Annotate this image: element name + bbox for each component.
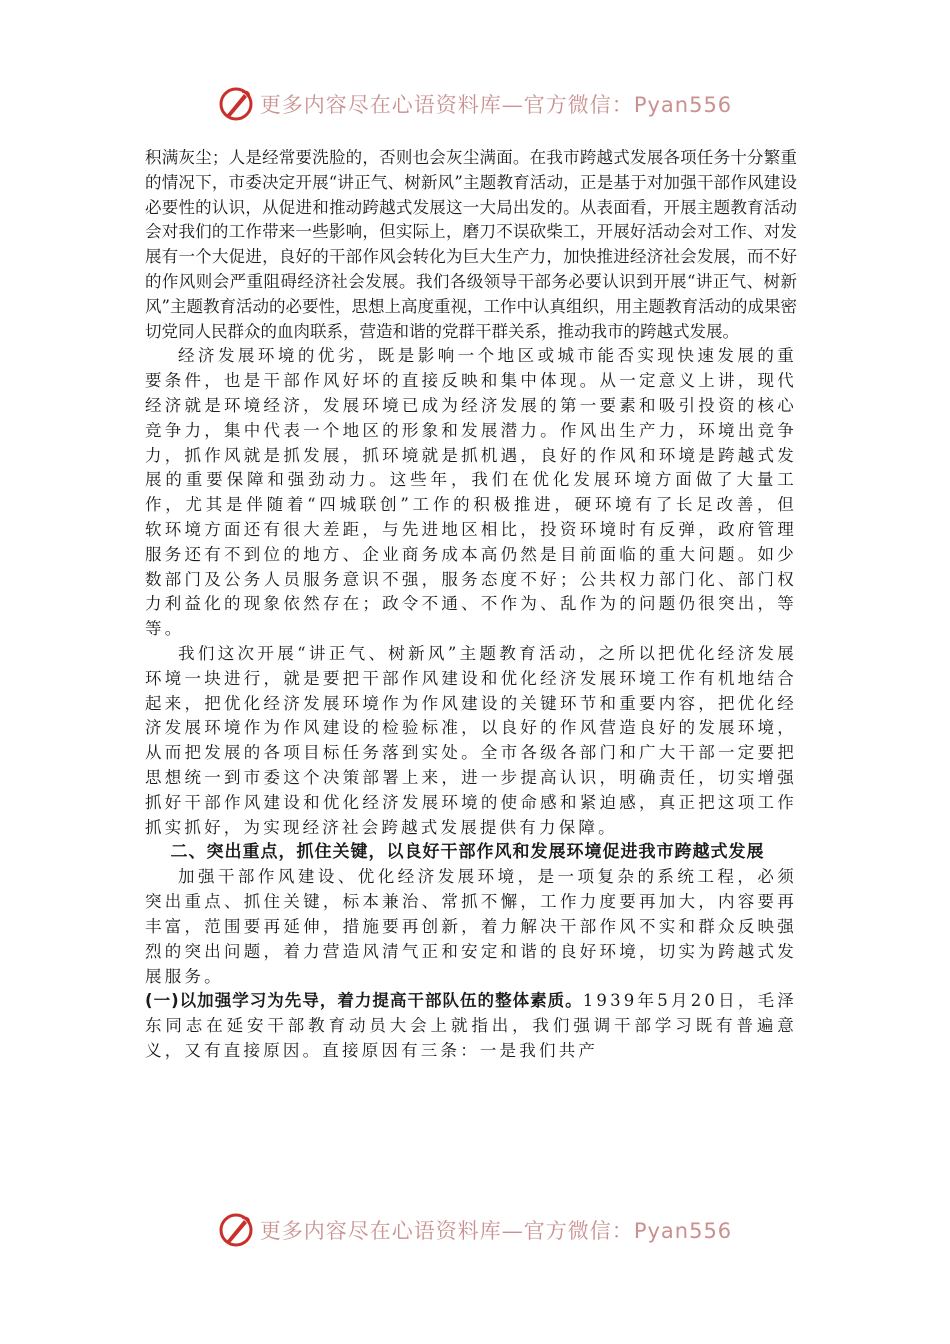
paragraph-5-body: 1939年5月20日，毛泽东同志在延安干部教育动员大会上就指出，我们强调干部学习既有普遍意义，又有直接原因。直接原因有三条：一是我们共产 bbox=[145, 991, 797, 1060]
paragraph-5 bbox=[145, 989, 797, 1063]
paragraph-2: 经济发展环境的优劣，既是影响一个地区或城市能否实现快速发展的重要条件，也是干部作风好坏的直接反映和集中体现。从一定意义上讲，现代经济就是环境经济，发展环境已成为经济发展的第一要素和吸引投资的核心竞争力，集中代表一个地区的形象和发展潜力。作风出生产力，环境出竞争力，抓作风就是抓发展，抓环境就是抓机遇，良好的作风和环境是跨越式发展的重要保障和强劲动力。这些年，我们在优化发展环境方面做了大量工作，尤其是伴随着“四城联创”工作的积极推进，硬环境有了长足改善，但软环境方面还有很大差距，与先进地区相比，投资环境时有反弹，政府管理服务还有不到位的地方、企业商务成本高仍然是目前面临的重大问题。如少数部门及公务人员服务意识不强，服务态度不好；公共权力部门化、部门权力利益化的现象依然存在；政令不通、不作为、乱作为的问题仍很突出，等等。 bbox=[145, 346, 797, 639]
wechat-id: Pyan556 bbox=[633, 93, 733, 117]
quill-logo-icon bbox=[218, 86, 254, 122]
paragraph-3: 我们这次开展“讲正气、树新风”主题教育活动，之所以把优化经济发展环境一块进行，就是要把干部作风建设和优化经济发展环境工作有机地结合起来，把优化经济发展环境作为作风建设的关键环节和重要内容，把优化经济发展环境作为作风建设的检验标准，以良好的作风营造良好的发展环境，从而把发展的各项目标任务落到实处。全市各级各部门和广大干部一定要把思想统一到市委这个决策部署上来，进一步提高认识，明确责任，切实增强抓好干部作风建设和优化经济发展环境的使命感和紧迫感，真正把这项工作抓实抓好，为实现经济社会跨越式发展提供有力保障。 bbox=[145, 643, 797, 837]
paragraph-4: 加强干部作风建设、优化经济发展环境，是一项复杂的系统工程，必须突出重点、抓住关键，标本兼治、常抓不懈，工作力度要再加大，内容要再丰富，范围要再延伸，措施要再创新，着力解决干部作风不实和群众反映强烈的突出问题，着力营造风清气正和安定和谐的良好环境，切实为跨越式发展服务。 bbox=[145, 867, 797, 986]
quill-logo-icon bbox=[218, 1212, 254, 1248]
header-banner bbox=[0, 84, 950, 124]
subsection-heading-1: (一)以加强学习为先导，着力提高干部队伍的整体素质。 bbox=[145, 991, 583, 1011]
banner-text: 更多内容尽在心语资料库—官方微信：Pyan556 bbox=[259, 1219, 733, 1243]
section-heading-2: 二、突出重点，抓住关键，以良好干部作风和发展环境促进我市跨越式发展 bbox=[170, 842, 765, 863]
banner-text: 更多内容尽在心语资料库—官方微信：Pyan556 bbox=[259, 93, 733, 117]
footer-banner bbox=[0, 1210, 950, 1250]
paragraph-1: 积满灰尘；人是经常要洗脸的，否则也会灰尘满面。在我市跨越式发展各项任务十分繁重的情况下，市委决定开展“讲正气、树新风”主题教育活动，正是基于对加强干部作风建设必要性的认识，从促进和推动跨越式发展这一大局出发的。从表面看，开展主题教育活动会对我们的工作带来一些影响，但实际上，磨刀不误砍柴工，开展好活动会对工作、对发展有一个大促进，良好的干部作风会转化为巨大生产力，加快推进经济社会发展，而不好的作风则会严重阻碍经济社会发展。我们各级领导干部务必要认识到开展“讲正气、树新风”主题教育活动的必要性，思想上高度重视，工作中认真组织，用主题教育活动的成果密切党同人民群众的血肉联系，营造和谐的党群干群关系，推动我市的跨越式发展。 bbox=[145, 148, 797, 341]
document-body bbox=[145, 146, 797, 1064]
wechat-id: Pyan556 bbox=[633, 1219, 733, 1243]
